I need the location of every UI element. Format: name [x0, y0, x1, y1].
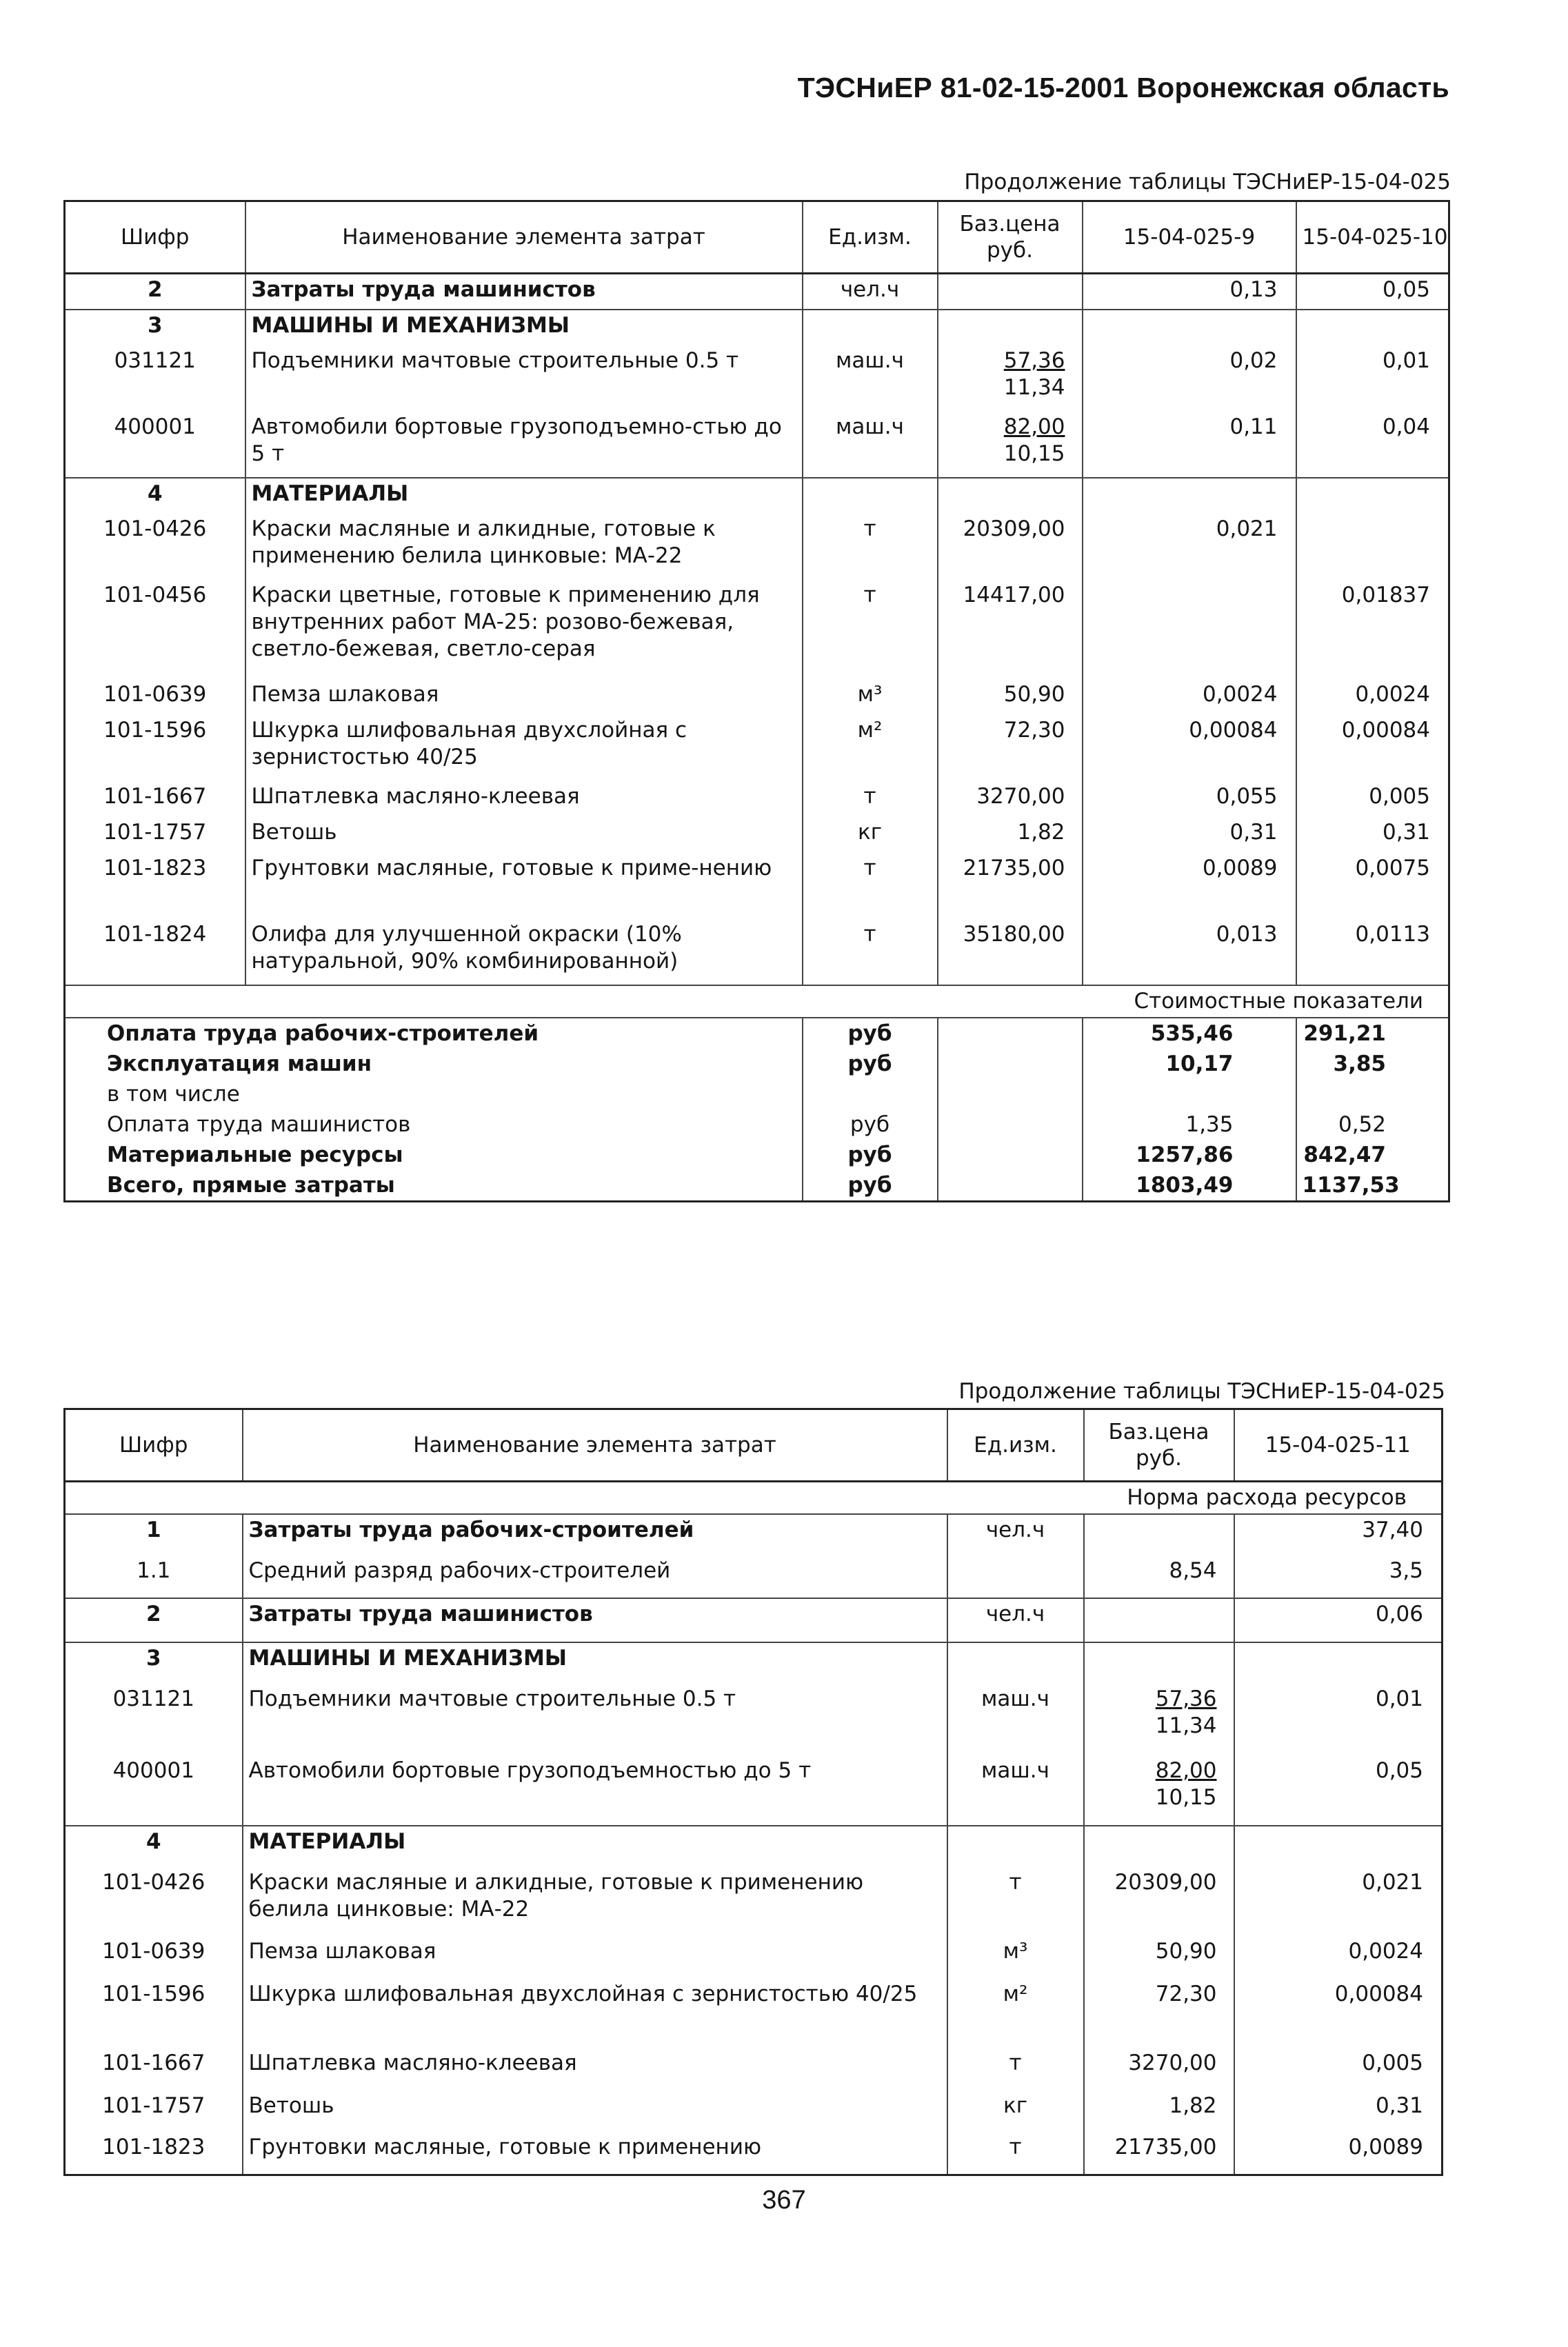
- row-code: 3: [65, 310, 245, 345]
- row-unit: т: [803, 853, 938, 919]
- row-name: Затраты труда машинистов: [245, 274, 803, 310]
- table-row: [65, 679, 1449, 715]
- row-value-9: 0,13: [1083, 274, 1296, 310]
- summary-unit: руб: [803, 1109, 938, 1140]
- row-code: 2: [65, 1598, 243, 1642]
- row-name: МАШИНЫ И МЕХАНИЗМЫ: [243, 1642, 947, 1684]
- row-name: Краски масляные и алкидные, готовые к применению белила цинковые: МА-22: [243, 1867, 947, 1936]
- col-header-unit: Ед.изм.: [947, 1409, 1084, 1482]
- row-value-10: 0,04: [1296, 412, 1449, 478]
- row-unit: т: [803, 514, 938, 580]
- row-name: Подъемники мачтовые строительные 0.5 т: [243, 1684, 947, 1755]
- summary-row: [65, 1170, 1449, 1202]
- row-name: Шпатлевка масляно-клеевая: [245, 781, 803, 817]
- row-unit: [947, 1826, 1084, 1867]
- table-row: [65, 1555, 1443, 1598]
- summary-row: [65, 1049, 1449, 1079]
- section-row: [65, 478, 1449, 514]
- summary-value-9: 10,17: [1083, 1049, 1296, 1079]
- row-unit: м³: [803, 679, 938, 715]
- row-value-11: 37,40: [1234, 1514, 1443, 1555]
- row-value-9: 0,0024: [1083, 679, 1296, 715]
- row-code: 101-1667: [102, 2051, 205, 2075]
- row-value-10: 0,005: [1296, 781, 1449, 817]
- row-unit: т: [947, 2132, 1084, 2175]
- row-code: 101-1596: [102, 1982, 205, 2006]
- row-name: Ветошь: [245, 817, 803, 853]
- base-price: 1,82: [1017, 819, 1065, 845]
- row-value-11: 0,01: [1234, 1684, 1443, 1755]
- table-row: [65, 919, 1449, 985]
- row-value-9: [1083, 580, 1296, 679]
- row-name: Затраты труда рабочих-строителей: [243, 1514, 947, 1555]
- col-header-norm-9: 15-04-025-9: [1083, 201, 1296, 274]
- base-price: 82,00: [1003, 414, 1065, 439]
- summary-label: в том числе: [107, 1081, 240, 1107]
- base-price-cell: [938, 715, 1083, 781]
- base-price: 8,54: [1169, 1558, 1217, 1583]
- summary-value-9: [1083, 1079, 1296, 1109]
- base-price: 1,82: [1169, 2093, 1217, 2118]
- row-value-11: 0,021: [1234, 1867, 1443, 1936]
- base-price-cell: [1084, 1826, 1234, 1867]
- row-value-11: 0,06: [1234, 1598, 1443, 1642]
- row-name: Автомобили бортовые грузоподъемно-стью до 5 т: [245, 412, 803, 478]
- base-price-labor: 11,34: [1003, 374, 1065, 400]
- base-price: 82,00: [1155, 1758, 1217, 1783]
- row-name: Олифа для улучшенной окраски (10% натуральной, 90% комбинированной): [245, 919, 803, 985]
- row-code: 101-1823: [103, 855, 207, 880]
- summary-empty-price: [938, 1079, 1083, 1109]
- row-name: Ветошь: [243, 2091, 947, 2132]
- row-name: Грунтовки масляные, готовые к приме-нению: [245, 853, 803, 919]
- table1: [63, 200, 1450, 1202]
- summary-empty-price: [938, 1140, 1083, 1170]
- row-value-10: 0,05: [1296, 274, 1449, 310]
- row-code: 101-0639: [103, 681, 207, 707]
- row-value-9: 0,31: [1083, 817, 1296, 853]
- row-name: Автомобили бортовые грузоподъемностью до 5 т: [243, 1755, 947, 1826]
- row-name: Пемза шлаковая: [243, 1936, 947, 1979]
- summary-value-10: 842,47: [1296, 1140, 1449, 1170]
- row-unit: маш.ч: [947, 1684, 1084, 1755]
- row-value-9: 0,021: [1083, 514, 1296, 580]
- row-code: 101-0426: [103, 516, 207, 541]
- row-value-10: 0,0113: [1296, 919, 1449, 985]
- row-value-11: 0,005: [1234, 2048, 1443, 2091]
- table1-header-row: [65, 201, 1449, 274]
- table-row: [65, 817, 1449, 853]
- row-value-10: 0,31: [1296, 817, 1449, 853]
- base-price: 72,30: [1155, 1982, 1217, 2006]
- summary-label: Эксплуатация машин: [107, 1051, 372, 1076]
- table1-caption: Продолжение таблицы ТЭСНиЕР-15-04-025: [964, 170, 1451, 194]
- base-price-cell: [1084, 2132, 1234, 2175]
- row-code: 2: [147, 277, 163, 302]
- summary-value-9: 535,46: [1083, 1018, 1296, 1049]
- row-value-10: 0,01: [1296, 345, 1449, 412]
- row-unit: м²: [803, 715, 938, 781]
- row-value-10: 0,0024: [1296, 679, 1449, 715]
- row-unit: чел.ч: [947, 1598, 1084, 1642]
- base-price-cell: [1084, 2091, 1234, 2132]
- row-code: 101-0639: [102, 1939, 205, 1964]
- base-price: 57,36: [1003, 347, 1065, 373]
- row-value-10: [1296, 310, 1449, 345]
- base-price: 3270,00: [976, 783, 1065, 809]
- table-row: [65, 580, 1449, 679]
- col-header-norm-11: 15-04-025-11: [1234, 1409, 1443, 1482]
- base-price-cell: [938, 817, 1083, 853]
- row-unit: [947, 1642, 1084, 1684]
- row-code: 101-1757: [103, 819, 207, 845]
- table-row: [65, 345, 1449, 412]
- base-price-cell: [1084, 1514, 1234, 1555]
- summary-empty-price: [938, 1049, 1083, 1079]
- base-price-cell: [938, 853, 1083, 919]
- row-code: 101-0426: [102, 1870, 205, 1895]
- col-header-unit: Ед.изм.: [803, 201, 938, 274]
- col-header-price: Баз.цена руб.: [1084, 1409, 1234, 1482]
- row-code: 101-1757: [102, 2093, 205, 2118]
- row-value-10: [1296, 478, 1449, 514]
- base-price: 21735,00: [1114, 2135, 1217, 2159]
- summary-value-10: 0,52: [1296, 1109, 1449, 1140]
- row-unit: т: [947, 2048, 1084, 2091]
- base-price-cell: [938, 679, 1083, 715]
- summary-unit: руб: [803, 1140, 938, 1170]
- row-code: 101-1823: [102, 2135, 205, 2159]
- table-row: [65, 2132, 1443, 2175]
- summary-row: [65, 1018, 1449, 1049]
- row-unit: м³: [947, 1936, 1084, 1979]
- base-price-cell: [938, 919, 1083, 985]
- summary-value-10: 1137,53: [1296, 1170, 1449, 1202]
- table2-caption: Продолжение таблицы ТЭСНиЕР-15-04-025: [958, 1379, 1445, 1404]
- row-value-11: [1234, 1826, 1443, 1867]
- table-row: [65, 2048, 1443, 2091]
- base-price: 35180,00: [963, 921, 1065, 947]
- summary-row: [65, 1140, 1449, 1170]
- row-value-11: 0,0089: [1234, 2132, 1443, 2175]
- summary-label: Оплата труда машинистов: [107, 1111, 411, 1137]
- norm-header-row: [65, 1482, 1443, 1515]
- row-name: МАТЕРИАЛЫ: [245, 478, 803, 514]
- base-price: 50,90: [1003, 681, 1065, 707]
- summary-empty-price: [938, 1018, 1083, 1049]
- summary-row: [65, 1079, 1449, 1109]
- row-value-9: 0,02: [1083, 345, 1296, 412]
- row-code: 400001: [112, 1758, 194, 1783]
- row-code: 101-0456: [103, 582, 207, 607]
- row-unit: маш.ч: [803, 345, 938, 412]
- base-price: 57,36: [1155, 1686, 1217, 1711]
- summary-value-10: 291,21: [1296, 1018, 1449, 1049]
- col-header-code: Шифр: [65, 201, 245, 274]
- base-price-cell: [1084, 1642, 1234, 1684]
- summary-row: [65, 1109, 1449, 1140]
- row-code: 101-1667: [103, 783, 207, 809]
- row-code: 1.1: [137, 1558, 171, 1583]
- table-row: [65, 781, 1449, 817]
- summary-label: Всего, прямые затраты: [107, 1172, 395, 1198]
- row-name: МАШИНЫ И МЕХАНИЗМЫ: [245, 310, 803, 345]
- table-row: [65, 715, 1449, 781]
- row-name: Шкурка шлифовальная двухслойная с зернистостью 40/25: [245, 715, 803, 781]
- section-row: [65, 310, 1449, 345]
- summary-value-9: 1,35: [1083, 1109, 1296, 1140]
- table-row: [65, 1684, 1443, 1755]
- row-value-11: 0,31: [1234, 2091, 1443, 2132]
- base-price: 72,30: [1003, 717, 1065, 743]
- base-price: 50,90: [1155, 1939, 1217, 1964]
- row-value-10: 0,00084: [1296, 715, 1449, 781]
- row-code: 4: [65, 1826, 243, 1867]
- row-unit: т: [803, 919, 938, 985]
- summary-value-10: 3,85: [1296, 1049, 1449, 1079]
- base-price: 14417,00: [963, 582, 1065, 607]
- col-header-name: Наименование элемента затрат: [243, 1409, 947, 1482]
- row-value-10: [1296, 514, 1449, 580]
- row-unit: т: [803, 580, 938, 679]
- base-price-cell: [1084, 1867, 1234, 1936]
- section-row: [65, 1642, 1443, 1684]
- row-unit: чел.ч: [947, 1514, 1084, 1555]
- row-code: 4: [65, 478, 245, 514]
- row-name: Краски цветные, готовые к применению для внутренних работ МА-25: розово-бежевая, светло-бежевая, светло-серая: [245, 580, 803, 679]
- base-price-cell: [938, 412, 1083, 478]
- base-price-cell: [1084, 1979, 1234, 2048]
- row-value-9: 0,00084: [1083, 715, 1296, 781]
- table-row: [65, 1979, 1443, 2048]
- table-row: [65, 1867, 1443, 1936]
- norm-header-label: Норма расхода ресурсов: [65, 1482, 1443, 1515]
- row-value-10: 0,01837: [1296, 580, 1449, 679]
- base-price-cell: [1084, 2048, 1234, 2091]
- row-code: 1: [145, 1518, 161, 1542]
- section-row: [65, 274, 1449, 310]
- row-unit: [803, 310, 938, 345]
- summary-value-9: 1257,86: [1083, 1140, 1296, 1170]
- document-header: ТЭСНиЕР 81-02-15-2001 Воронежская область: [797, 72, 1449, 103]
- row-name: Затраты труда машинистов: [243, 1598, 947, 1642]
- base-price: 20309,00: [963, 516, 1065, 541]
- base-price-cell: [1084, 1755, 1234, 1826]
- summary-empty-price: [938, 1170, 1083, 1202]
- row-code: 101-1596: [103, 717, 207, 743]
- section-row: [65, 1826, 1443, 1867]
- table2: [63, 1408, 1443, 2176]
- base-price: 20309,00: [1114, 1870, 1217, 1895]
- row-unit: [947, 1555, 1084, 1598]
- row-code: 031121: [114, 347, 196, 373]
- cost-indicators-label: Стоимостные показатели: [65, 985, 1449, 1018]
- col-header-price: Баз.цена руб.: [938, 201, 1083, 274]
- summary-empty-price: [938, 1109, 1083, 1140]
- summary-unit: [803, 1079, 938, 1109]
- base-price-cell: [1084, 1684, 1234, 1755]
- row-unit: кг: [947, 2091, 1084, 2132]
- row-value-9: 0,055: [1083, 781, 1296, 817]
- page-number: 367: [762, 2186, 806, 2215]
- row-value-11: 0,00084: [1234, 1979, 1443, 2048]
- base-price-cell: [1084, 1936, 1234, 1979]
- row-value-9: 0,0089: [1083, 853, 1296, 919]
- row-code: 101-1824: [103, 921, 207, 947]
- summary-value-10: [1296, 1079, 1449, 1109]
- row-unit: кг: [803, 817, 938, 853]
- row-code: 3: [65, 1642, 243, 1684]
- base-price-cell: [938, 514, 1083, 580]
- row-code: 400001: [114, 414, 196, 439]
- row-value-9: [1083, 478, 1296, 514]
- base-price-cell: [938, 781, 1083, 817]
- row-unit: м²: [947, 1979, 1084, 2048]
- row-value-11: 3,5: [1234, 1555, 1443, 1598]
- summary-unit: руб: [803, 1018, 938, 1049]
- row-unit: т: [803, 781, 938, 817]
- row-value-11: 0,05: [1234, 1755, 1443, 1826]
- base-price-cell: [938, 310, 1083, 345]
- row-name: Шкурка шлифовальная двухслойная с зернистостью 40/25: [243, 1979, 947, 2048]
- section-row: [65, 1598, 1443, 1642]
- table-row: [65, 2091, 1443, 2132]
- col-header-norm-10: 15-04-025-10: [1296, 201, 1449, 274]
- base-price-cell: [938, 345, 1083, 412]
- base-price: 21735,00: [963, 855, 1065, 880]
- base-price-cell: [938, 274, 1083, 310]
- row-name: Подъемники мачтовые строительные 0.5 т: [245, 345, 803, 412]
- row-value-9: 0,11: [1083, 412, 1296, 478]
- base-price-labor: 11,34: [1155, 1713, 1217, 1738]
- base-price-cell: [1084, 1555, 1234, 1598]
- summary-label: Материальные ресурсы: [107, 1142, 403, 1167]
- table2-header-row: [65, 1409, 1443, 1482]
- base-price-cell: [938, 580, 1083, 679]
- row-value-9: 0,013: [1083, 919, 1296, 985]
- row-value-10: 0,0075: [1296, 853, 1449, 919]
- row-name: Шпатлевка масляно-клеевая: [243, 2048, 947, 2091]
- row-unit: маш.ч: [803, 412, 938, 478]
- summary-value-9: 1803,49: [1083, 1170, 1296, 1202]
- row-unit: чел.ч: [803, 274, 938, 310]
- summary-unit: руб: [803, 1170, 938, 1202]
- row-name: Пемза шлаковая: [245, 679, 803, 715]
- table-row: [65, 1755, 1443, 1826]
- row-value-11: [1234, 1642, 1443, 1684]
- row-name: Средний разряд рабочих-строителей: [243, 1555, 947, 1598]
- table-row: [65, 1936, 1443, 1979]
- base-price-labor: 10,15: [1003, 441, 1065, 466]
- col-header-name: Наименование элемента затрат: [245, 201, 803, 274]
- base-price-cell: [938, 478, 1083, 514]
- row-unit: [803, 478, 938, 514]
- cost-indicators-header: [65, 985, 1449, 1018]
- row-unit: т: [947, 1867, 1084, 1936]
- row-name: Грунтовки масляные, готовые к применению: [243, 2132, 947, 2175]
- row-unit: маш.ч: [947, 1755, 1084, 1826]
- base-price-cell: [1084, 1598, 1234, 1642]
- row-code: 031121: [112, 1686, 194, 1711]
- row-value-11: 0,0024: [1234, 1936, 1443, 1979]
- base-price-labor: 10,15: [1155, 1785, 1217, 1810]
- row-value-9: [1083, 310, 1296, 345]
- summary-unit: руб: [803, 1049, 938, 1079]
- table-row: [65, 412, 1449, 478]
- row-name: МАТЕРИАЛЫ: [243, 1826, 947, 1867]
- table-row: [65, 514, 1449, 580]
- row-name: Краски масляные и алкидные, готовые к применению белила цинковые: МА-22: [245, 514, 803, 580]
- col-header-code: Шифр: [65, 1409, 243, 1482]
- summary-label: Оплата труда рабочих-строителей: [107, 1020, 539, 1046]
- table-row: [65, 853, 1449, 919]
- section-row: [65, 1514, 1443, 1555]
- base-price: 3270,00: [1128, 2051, 1217, 2075]
